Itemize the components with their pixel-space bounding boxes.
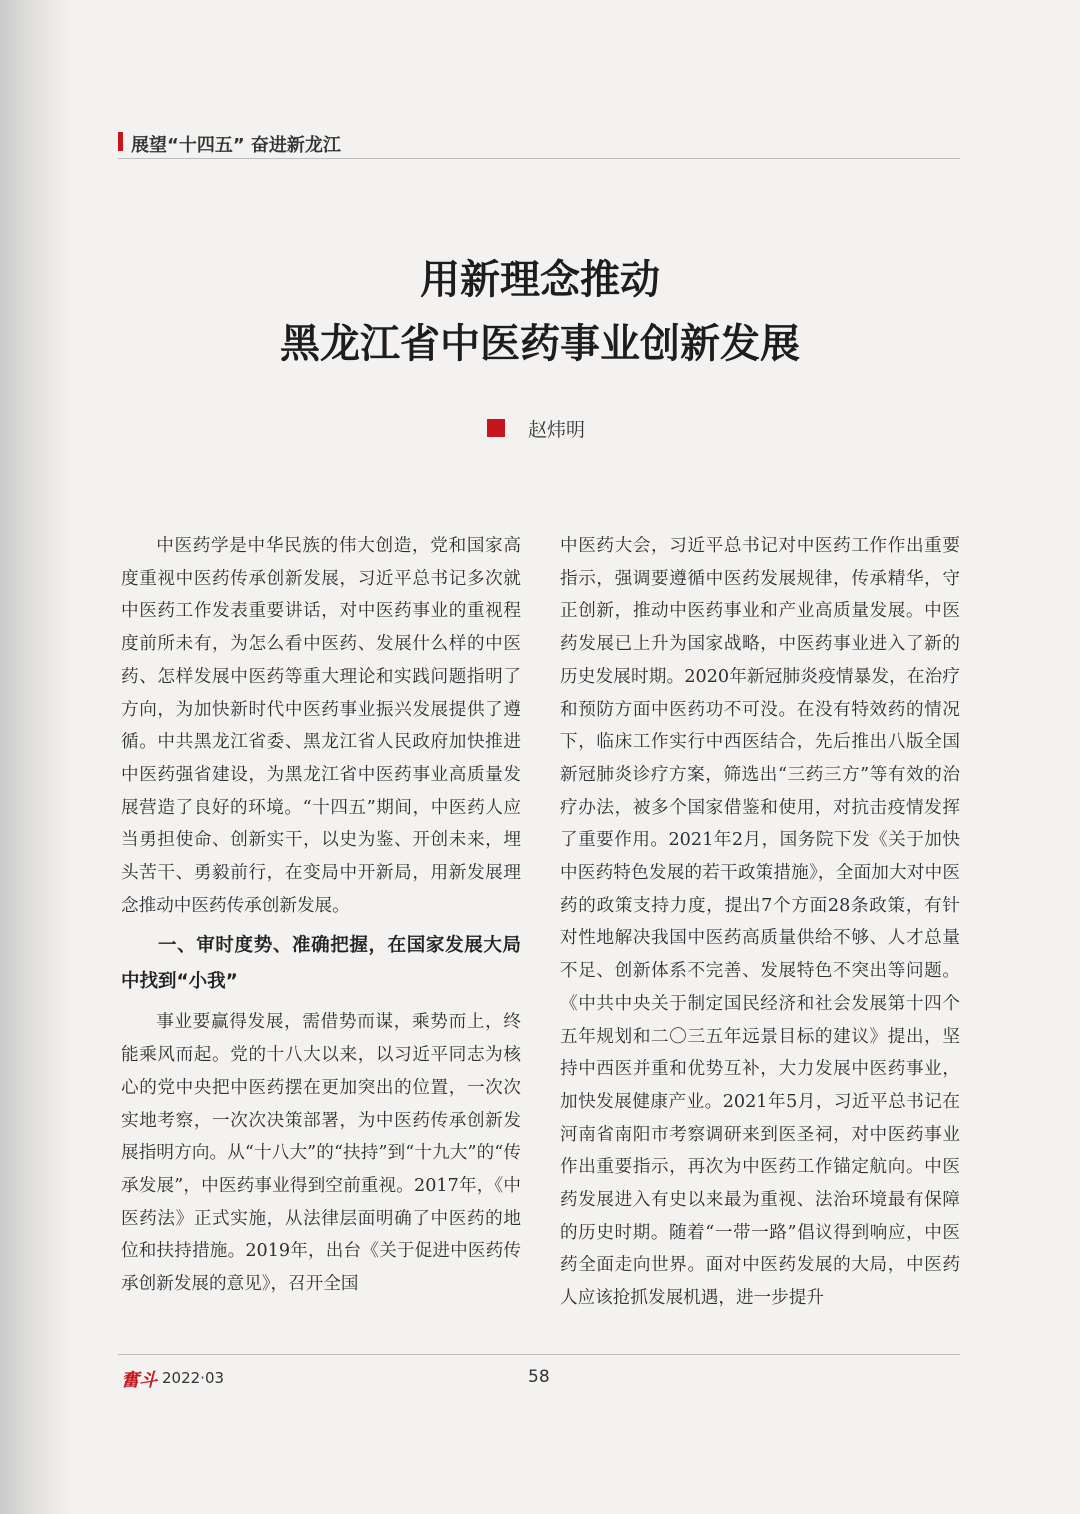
author-marker-square [487, 419, 505, 437]
issue-number: 2022·03 [162, 1369, 225, 1387]
section-title: 展望“十四五” 奋进新龙江 [131, 135, 341, 156]
page-binding-shadow [0, 0, 70, 1514]
body-column-right [560, 530, 960, 1315]
body-column-left [121, 530, 521, 1301]
paragraph: 事业要赢得发展，需借势而谋，乘势而上，终能乘风而起。党的十八大以来，以习近平同志为核心的党中央把中医药摆在更加突出的位置，一次次实地考察，一次次决策部署，为中医药传承创新发展指明方向。从“十八大”的“扶持”到“十九大”的“传承发展”，中医药事业得到空前重视。2017年，《中医药法》正式实施，从法律层面明确了中医药的地位和扶持措施。2019年，出台《关于促进中医药传承创新发展的意见》，召开全国 [121, 1012, 521, 1295]
footer-divider [118, 1354, 960, 1355]
section-heading: 一、审时度势、准确把握，在国家发展大局中找到“小我” [121, 935, 521, 993]
author-name: 赵炜明 [528, 419, 586, 441]
article-title-line1: 用新理念推动 [420, 256, 660, 303]
page-number: 58 [528, 1367, 550, 1387]
paragraph: 中医药大会，习近平总书记对中医药工作作出重要指示，强调要遵循中医药发展规律，传承精华，守正创新，推动中医药事业和产业高质量发展。中医药发展已上升为国家战略，中医药事业进入了新的历史发展时期。2020年新冠肺炎疫情暴发，在治疗和预防方面中医药功不可没。在没有特效药的情况下，临床工作实行中西医结合，先后推出八版全国新冠肺炎诊疗方案，筛选出“三药三方”等有效的治疗办法，被多个国家借鉴和使用，对抗击疫情发挥了重要作用。2021年2月，国务院下发《关于加快中医药特色发展的若干政策措施》，全面加大对中医药的政策支持力度，提出7个方面28条政策，有针对性地解决我国中医药高质量供给不够、人才总量不足、创新体系不完善、发展特色不突出等问题。《中共中央关于制定国民经济和社会发展第十四个五年规划和二〇三五年远景目标的建议》提出，坚持中西医并重和优势互补，大力发展中医药事业，加快发展健康产业。2021年5月，习近平总书记在河南省南阳市考察调研来到医圣祠，对中医药事业作出重要指示，再次为中医药工作锚定航向。中医药发展进入有史以来最为重视、法治环境最有保障的历史时期。随着“一带一路”倡议得到响应，中医药全面走向世界。面对中医药发展的大局，中医药人应该抢抓发展机遇，进一步提升 [560, 536, 960, 1309]
paragraph: 中医药学是中华民族的伟大创造，党和国家高度重视中医药传承创新发展，习近平总书记多次就中医药工作发表重要讲话，对中医药事业的重视程度前所未有，为怎么看中医药、发展什么样的中医药、怎样发展中医药等重大理论和实践问题指明了方向，为加快新时代中医药事业振兴发展提供了遵循。中共黑龙江省委、黑龙江省人民政府加快推进中医药强省建设，为黑龙江省中医药事业高质量发展营造了良好的环境。“十四五”期间，中医药人应当勇担使命、创新实干，以史为鉴、开创未来，埋头苦干、勇毅前行，在变局中开新局，用新发展理念推动中医药传承创新发展。 [121, 536, 521, 916]
section-marker-bar [118, 132, 123, 151]
article-title-line2: 黑龙江省中医药事业创新发展 [280, 320, 800, 367]
magazine-logo: 奮斗 [121, 1370, 157, 1391]
section-header [118, 128, 960, 159]
